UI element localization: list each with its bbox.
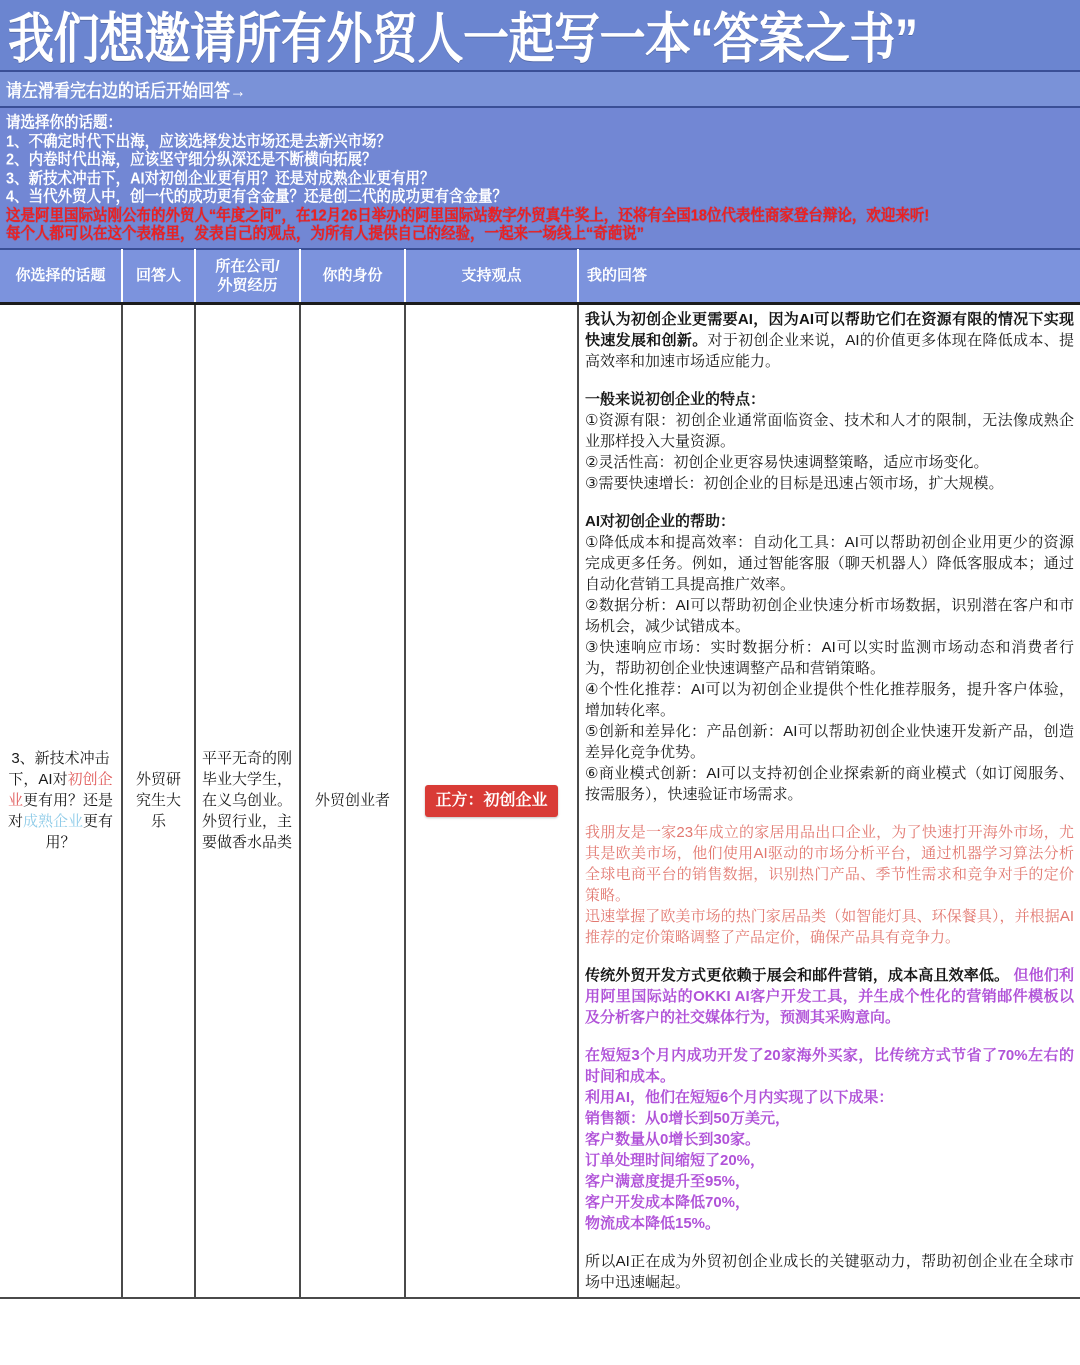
- swipe-hint-text: 请左滑看完右边的话后开始回答→: [6, 81, 247, 101]
- answer-p7-result: 在短短3个月内成功开发了20家海外买家，比传统方式节省了70%左右的时间和成本。: [585, 1046, 1074, 1085]
- answer-p8-line-3: 客户数量从0增长到30家。: [585, 1130, 761, 1148]
- topic-text-highlight-startup: 初创企业: [7, 771, 113, 809]
- topic-item-3[interactable]: 3、新技术冲击下，AI对初创企业更有用？还是对成熟企业更有用？: [6, 169, 435, 188]
- answer-p3-item-5: ⑤创新和差异化：产品创新：AI可以帮助初创企业快速开发新产品，创造差异化竞争优势。: [585, 722, 1074, 761]
- cell-answer: [578, 303, 1080, 1298]
- spacer: [585, 1028, 1074, 1045]
- column-header-company-line1: 所在公司/: [215, 257, 280, 275]
- topic-text-pre: 3、新技术冲击下，AI对: [8, 750, 110, 788]
- status-badge-stance: 正方：初创企业: [425, 785, 557, 817]
- topic-text-post: 更有用？: [45, 813, 114, 851]
- spacer: [585, 1234, 1074, 1251]
- column-header-company: [195, 249, 300, 303]
- topic-item-4[interactable]: 4、当代外贸人中，创一代的成功更有含金量？还是创二代的成功更有含金量？: [6, 188, 508, 206]
- spacer: [585, 805, 1074, 822]
- answer-p3-item-2: ②数据分析：AI可以帮助初创企业快速分析市场数据，识别潜在客户和市场机会，减少试错成本。: [585, 596, 1074, 635]
- table-header-row: [0, 249, 1080, 303]
- answer-p3-item-3: ③快速响应市场：实时数据分析：AI可以实时监测市场动态和消费者行为，帮助初创企业快速调整产品和营销策略。: [585, 638, 1074, 677]
- cell-company-experience: 平平无奇的刚毕业大学生，在义乌创业。外贸行业，主要做香水品类: [195, 303, 300, 1298]
- spacer: [585, 494, 1074, 511]
- column-header-stance: 支持观点: [405, 249, 578, 303]
- cell-respondent: 外贸研究生大乐: [122, 303, 195, 1298]
- answer-p4-case-study: 我朋友是一家23年成立的家居用品出口企业，为了快速打开海外市场，尤其是欧美市场，他们使用AI驱动的市场分析平台，通过机器学习算法分析全球电商平台的销售数据，识别热门产品、季节性需求和竞争对手的定价策略。: [585, 823, 1074, 904]
- column-header-topic: 你选择的话题: [0, 249, 122, 303]
- answers-table: [0, 249, 1080, 1299]
- column-header-company-line2: 外贸经历: [217, 276, 278, 294]
- answer-p2-item-2: ②灵活性高：初创企业更容易快速调整策略，适应市场变化。: [585, 453, 989, 471]
- answer-p8-line-5: 客户满意度提升至95%，: [585, 1172, 751, 1190]
- answer-p3-item-6: ⑥商业模式创新：AI可以支持初创企业探索新的商业模式（如订阅服务、按需服务），快速验证市场需求。: [585, 764, 1074, 803]
- answer-p6-bold-black: 传统外贸开发方式更依赖于展会和邮件营销，成本高且效率低。: [585, 966, 1010, 984]
- topic-prompt: 请选择你的话题：: [6, 114, 122, 132]
- answer-p8-line-7: 物流成本降低15%。: [585, 1214, 721, 1232]
- answer-p2-item-3: ③需要快速增长：初创企业的目标是迅速占领市场，扩大规模。: [585, 474, 1004, 492]
- answer-p8-line-2: 销售额：从0增长到50万美元，: [585, 1109, 791, 1127]
- topic-notice-1: 这是阿里国际站刚公布的外贸人“年度之问”，在12月26日举办的阿里国际站数字外贸真牛奖上，还将有全国18位代表性商家登台辩论，欢迎来听!: [6, 206, 930, 225]
- table-row: [0, 303, 1080, 1298]
- answer-paragraph-1: [585, 309, 1074, 372]
- page-title: 我们想邀请所有外贸人一起写一本“答案之书”: [8, 7, 918, 70]
- answer-p8-line-6: 客户开发成本降低70%，: [585, 1193, 751, 1211]
- answer-p8-line-1: 利用AI，他们在短短6个月内实现了以下成果：: [585, 1088, 894, 1106]
- spacer: [585, 372, 1074, 389]
- answer-p3-item-1: ①降低成本和提高效率：自动化工具：AI可以帮助初创企业用更少的资源完成更多任务。例如，通过智能客服（聊天机器人）降低客服成本；通过自动化营销工具提高推广效率。: [585, 533, 1074, 593]
- answer-p6-bold-purple: 但他们利用阿里国际站的OKKI AI客户开发工具，并生成个性化的营销邮件模板以及分析客户的社交媒体行为，预测其采购意向。: [585, 966, 1074, 1026]
- column-header-identity: 你的身份: [300, 249, 405, 303]
- topic-notice-2: 每个人都可以在这个表格里，发表自己的观点，为所有人提供自己的经验，一起来一场线上“奇葩说”: [6, 225, 644, 243]
- swipe-hint-bar: [0, 72, 1080, 108]
- topic-item-2[interactable]: 2、内卷时代出海，应该坚守细分纵深还是不断横向拓展？: [6, 151, 377, 169]
- column-header-answer: 我的回答: [578, 249, 1080, 303]
- topic-item-1[interactable]: 1、不确定时代下出海，应该选择发达市场还是去新兴市场？: [6, 132, 392, 151]
- topic-text-highlight-mature: 成熟企业: [22, 813, 83, 830]
- banner: [0, 0, 1080, 72]
- answer-p8-line-4: 订单处理时间缩短了20%，: [585, 1151, 766, 1169]
- spacer: [585, 948, 1074, 965]
- topic-text-mid: 更有用？还是对: [7, 792, 114, 830]
- answer-p1-rest: 对于初创企业来说，AI的价值更多体现在降低成本、提高效率和加速市场适应能力。: [585, 331, 1074, 370]
- answer-p1-bold: 我认为初创企业更需要AI，因为AI可以帮助它们在资源有限的情况下实现快速发展和创新。: [585, 310, 1074, 349]
- answer-p3-item-4: ④个性化推荐：AI可以为初创企业提供个性化推荐服务，提升客户体验，增加转化率。: [585, 680, 1074, 719]
- answer-p2-heading: 一般来说初创企业的特点：: [585, 390, 766, 408]
- cell-selected-topic: [0, 303, 122, 1298]
- answer-p3-heading: AI对初创企业的帮助：: [585, 512, 736, 530]
- cell-stance: [405, 303, 578, 1298]
- column-header-respondent: 回答人: [122, 249, 195, 303]
- answer-paragraph-6: [585, 965, 1074, 1028]
- topic-list-panel: [0, 108, 1080, 249]
- cell-identity: 外贸创业者: [300, 303, 405, 1298]
- answer-p9-conclusion: 所以AI正在成为外贸初创企业成长的关键驱动力，帮助初创企业在全球市场中迅速崛起。: [585, 1252, 1074, 1291]
- answer-p5-case-study: 迅速掌握了欧美市场的热门家居品类（如智能灯具、环保餐具），并根据AI推荐的定价策略调整了产品定价，确保产品具有竞争力。: [585, 907, 1074, 946]
- answer-p2-item-1: ①资源有限：初创企业通常面临资金、技术和人才的限制，无法像成熟企业那样投入大量资源。: [585, 411, 1074, 450]
